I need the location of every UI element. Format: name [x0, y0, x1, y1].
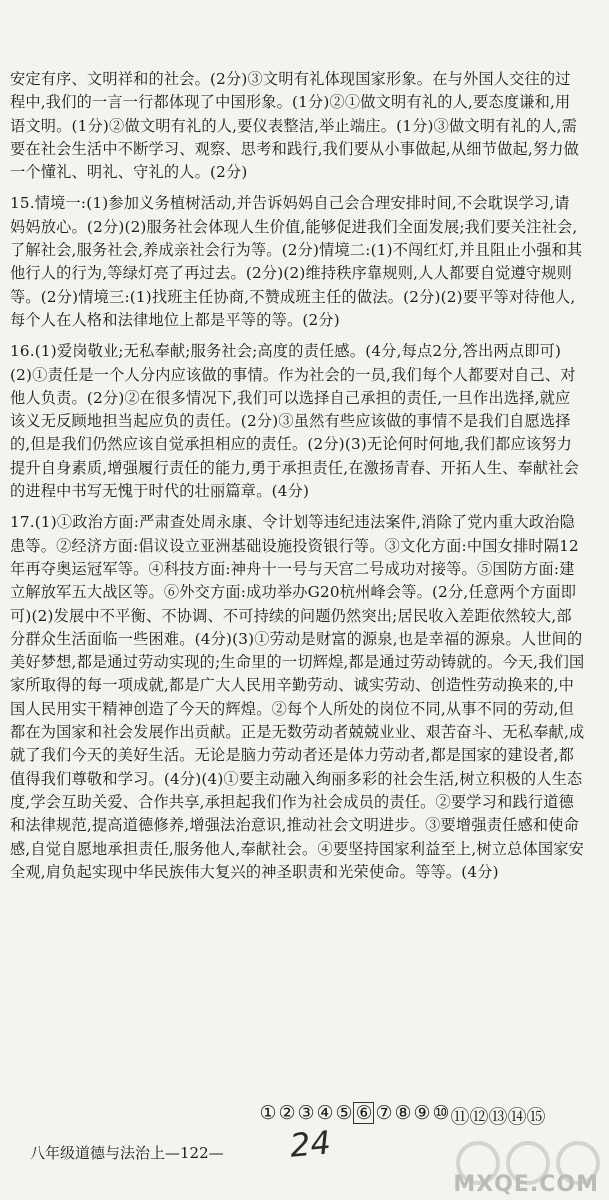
page-index-item: ⑧: [394, 1102, 411, 1124]
question-number: 16.: [10, 342, 35, 361]
answer-paragraph-16: [10, 340, 585, 503]
question-number: 17.: [10, 513, 35, 532]
question-number: 15.: [10, 194, 35, 213]
page-index-item: ⑩: [432, 1102, 449, 1124]
paragraph-text: (1)①政治方面:严肃查处周永康、令计划等违纪违法案件,消除了党内重大政治隐患等。②经济方面:倡议设立亚洲基础设施投资银行等。③文化方面:中国女排时隔12年再夺奥运冠军等。④科技方面:神舟十一号与天宫二号成功对接等。⑤国防方面:建立解放军五大战区等。⑥外交方面:成功举办G20杭州峰会等。(2分,任意两个方面即可)(2)发展中不平衡、不协调、不可持续的问题仍然突出;居民收入差距依然较大,部分群众生活面临一些困难。(4分)(3)①劳动是财富的源泉,也是幸福的源泉。人世间的美好梦想,都是通过劳动实现的;生命里的一切辉煌,都是通过劳动铸就的。今天,我们国家所取得的每一项成就,都是广大人民用辛勤劳动、诚实劳动、创造性劳动换来的,中国人民用实干精神创造了今天的辉煌。②每个人所处的岗位不同,从事不同的劳动,但都在为国家和社会发展作出贡献。正是无数劳动者兢兢业业、艰苦奋斗、无私奉献,成就了我们今天的美好生活。无论是脑力劳动者还是体力劳动者,都是国家的建设者,都值得我们尊敬和学习。(4分)(4)①要主动融入绚丽多彩的社会生活,树立积极的人生态度,学会互助关爱、合作共享,承担起我们作为社会成员的责任。②要学习和践行道德和法律规范,提高道德修养,增强法治意识,推动社会文明进步。③要增强责任感和使命感,自觉自愿地承担责任,服务他人,奉献社会。④要坚持国家利益至上,树立总体国家安全观,肩负起实现中华民族伟大复兴的神圣职责和光荣使命。等等。(4分): [10, 513, 585, 881]
answer-paragraph-15: [10, 192, 585, 332]
page-index-item: ⑫: [469, 1106, 488, 1128]
answer-body: [10, 68, 585, 884]
paragraph-text: 情境一:(1)参加义务植树活动,并告诉妈妈自己会合理安排时间,不会耽误学习,请妈妈放心。(2分)(2)服务社会体现人生价值,能够促进我们全面发展;我们要关注社会,了解社会,服务社会,养成亲社会行为等。(2分)情境二:(1)不闯红灯,并且阻止小强和其他行人的行为,等绿灯亮了再过去。(2分)(2)维持秩序靠规则,人人都要自觉遵守规则等。(2分)情境三:(1)找班主任协商,不赞成班主任的做法。(2分)(2)要平等对待他人,每个人在人格和法律地位上都是平等的等。(2分): [10, 194, 583, 329]
paragraph-text: (1)爱岗敬业;无私奉献;服务社会;高度的责任感。(4分,每点2分,答出两点即可)(2)①责任是一个人分内应该做的事情。作为社会的一员,我们每个人都要对自己、对他人负责。(2分)②在很多情况下,我们可以选择自己承担的责任,一旦作出选择,就应该义无反顾地担当起应负的责任。(2分)③虽然有些应该做的事情不是我们自愿选择的,但是我们仍然应该自觉承担相应的责任。(2分)(3)无论何时何地,我们都应该努力提升自身素质,增强履行责任的能力,勇于承担责任,在激扬青春、开拓人生、奉献社会的进程中书写无愧于时代的壮丽篇章。(4分): [10, 342, 580, 501]
answer-paragraph-continuation: [10, 68, 585, 184]
paragraph-text: 安定有序、文明祥和的社会。(2分)③文明有礼体现国家形象。在与外国人交往的过程中,我们的一言一行都体现了中国形象。(1分)②①做文明有礼的人,要态度谦和,用语文明。(1分)②做文明有礼的人,要仪表整洁,举止端庄。(1分)③做文明有礼的人,需要在社会生活中不断学习、观察、思考和践行,我们要从小事做起,从细节做起,努力做一个懂礼、明礼、守礼的人。(2分): [10, 70, 580, 182]
page-index-item: ⑦: [375, 1102, 392, 1124]
page-index-item: ⑪: [450, 1106, 469, 1128]
page-index-item: ⑬: [488, 1106, 507, 1128]
page-index-item: ⑨: [413, 1102, 430, 1124]
page-index-item: ②: [278, 1102, 295, 1124]
watermark-text: MXQE.COM: [453, 1172, 599, 1197]
page-footer-title: 八年级道德与法治上—122—: [30, 1144, 224, 1162]
page-index-item: ⑤: [335, 1102, 352, 1124]
page-index-item: ③: [297, 1102, 314, 1124]
handwritten-page-number: 24: [288, 1123, 333, 1165]
page-index-item: ④: [316, 1102, 333, 1124]
page-index-item: ⑮: [526, 1106, 545, 1128]
page-index-current: ⑥: [353, 1102, 374, 1124]
answer-paragraph-17: [10, 511, 585, 884]
page-index-item: ⑭: [507, 1106, 526, 1128]
page-index-item: ①: [259, 1102, 276, 1124]
